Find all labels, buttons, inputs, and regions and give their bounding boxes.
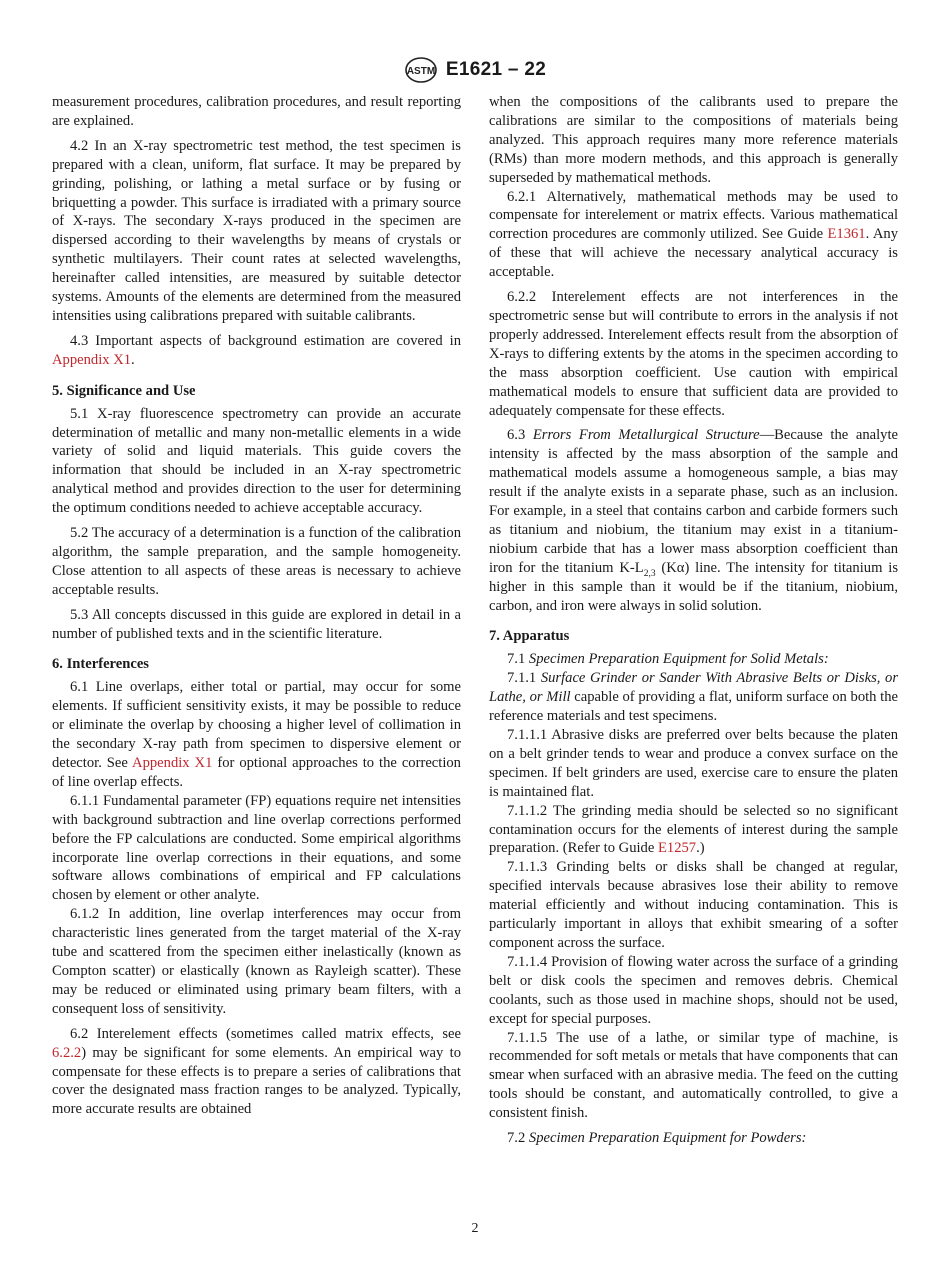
text-run: when the compositions of the calibrants used to prepare the calibrations are similar to the compositions of materials being analyzed. This approach requires many more reference materials (RMs) than more modern methods, and this approach is generally superseded by mathematical methods.: [489, 94, 898, 186]
text-run: measurement procedures, calibration procedures, and result reporting are explained.: [52, 94, 461, 129]
text-run: —Because the analyte intensity is affected by the mass absorption of the sample and mathematical models assume a homogeneous sample, a bias may result if the analyte exists in a separate phase, such as an inclusion. For example, in a steel that contains carbon and carbide formers such as titanium and niobium, the titanium may exist in a titanium-niobium carbide that has a lower mass absorption coefficient than iron for the titanium K-L: [489, 427, 899, 576]
text-run: Errors From Metallurgical Structure: [532, 427, 760, 444]
paragraph: [489, 1029, 898, 1124]
standard-designation: E1621 – 22: [445, 59, 547, 80]
reference-link[interactable]: E1361: [827, 226, 866, 243]
paragraph: [52, 1025, 461, 1120]
text-run: . Any of these that will achieve the necessary analytical accuracy is acceptable.: [489, 226, 899, 281]
text-run: 5. Significance and Use: [52, 382, 196, 399]
text-run: 7.1.1.1 Abrasive disks are preferred over belts because the platen on a belt grinder tends to wear and produce a convex surface on the specimen. If belt grinders are used, exercise care to ensure the platen is maintained flat.: [489, 727, 898, 800]
text-run: 7.1.1.2 The grinding media should be selected so no significant contamination occurs for the elements of interest during the sample preparation. (Refer to Guide: [489, 802, 898, 857]
text-run: 6.1.2 In addition, line overlap interferences may occur from characteristic lines generated from the target material of the X-ray tube and scattered from the specimen either inelastically (known as Compton scatter) or elastically (known as Rayleigh scatter). These may be reduced or eliminated using primary beam filters, with a consequent loss of sensitivity.: [52, 906, 461, 1017]
text-run: 7.1.1.3 Grinding belts or disks shall be changed at regular, specified intervals because abrasives lose their ability to remove material efficiently and without inducing contamination. This is particularly important in alloys that exhibit smearing of a softer component across the surface.: [489, 859, 898, 951]
text-run: 6.2 Interelement effects (sometimes called matrix effects, see: [70, 1025, 461, 1042]
svg-text:ASTM: ASTM: [406, 66, 436, 77]
text-run: ) may be significant for some elements. An empirical way to compensate for these effects is to prepare a series of calibrations that cover the designated mass fraction ranges to be analyzed. Typically, more accurate results are obtained: [52, 1044, 461, 1118]
text-run: 6. Interferences: [52, 656, 149, 673]
text-run: 4.2 In an X-ray spectrometric test method, the test specimen is prepared with a clean, uniform, flat surface. It may be prepared by grinding, polishing, or lathing a metal surface or by fusing or briquetting a powder. This surface is irradiated with a primary source of X-rays. The secondary X-rays produced in the specimen are dispersed according to their wavelengths by means of crystals or synthetic multilayers. Their count rates at selected wavelengths, hereinafter called intensities, are measured by suitable detector systems. Amounts of the elements are determined from the measured intensities using calibrations prepared with suitable calibrants.: [52, 137, 461, 324]
text-run: .): [696, 840, 705, 857]
text-run: 7.1.1: [507, 670, 541, 687]
reference-link[interactable]: Appendix X1: [52, 351, 132, 368]
paragraph: [489, 426, 898, 615]
text-run: 6.2.1 Alternatively, mathematical methods may be used to compensate for interelement or matrix effects. Various mathematical correction procedures are commonly utilized. See Guide: [489, 188, 898, 243]
subscript: 2,3: [643, 568, 656, 579]
paragraph: [489, 650, 898, 669]
paragraph: [52, 606, 461, 644]
text-run: .: [131, 351, 135, 368]
left-column: [52, 93, 461, 1119]
paragraph: [489, 953, 898, 1029]
text-run: 7. Apparatus: [489, 628, 570, 645]
paragraph: [52, 137, 461, 326]
astm-logo-icon: [404, 56, 438, 84]
text-run: 5.1 X-ray fluorescence spectrometry can provide an accurate determination of metallic and many non-metallic elements in a wide variety of solid and liquid materials. This guide covers the information that should be included in an X-ray spectrometric analytical method and provides direction to the user for determining the optimum conditions needed to achieve acceptable accuracy.: [52, 405, 461, 517]
paragraph: [52, 678, 461, 791]
text-run: 7.1: [507, 651, 529, 668]
text-run: 7.2: [507, 1130, 529, 1147]
reference-link[interactable]: 6.2.2: [52, 1044, 82, 1061]
text-run: 6.1 Line overlaps, either total or partial, may occur for some elements. If sufficient sensitivity exists, it may be possible to reduce or eliminate the overlap by choosing a higher level of collimation in the secondary X-ray path from specimen to dispersive element or detector. See: [52, 679, 461, 771]
text-run: 5.3 All concepts discussed in this guide are explored in detail in a number of published texts and in the scientific literature.: [52, 606, 461, 642]
paragraph: [489, 669, 898, 726]
section-heading: [52, 655, 461, 674]
paragraph: [52, 332, 461, 370]
text-run: Specimen Preparation Equipment for Powders:: [528, 1130, 807, 1147]
text-run: 5.2 The accuracy of a determination is a function of the calibration algorithm, the sample preparation, and the sample homogeneity. Close attention to all aspects of these areas is necessary to achieve acceptable results.: [52, 525, 461, 598]
paragraph: [52, 905, 461, 1018]
text-run: 6.1.1 Fundamental parameter (FP) equations require net intensities with background subtraction and line overlap corrections performed before the FP calculations are conducted. Some empirical algorithms incorporate line overlap corrections in their equations, and some software allows combinations of empirical and FP calculations chosen by element or other analyte.: [52, 792, 461, 904]
paragraph: [489, 93, 898, 188]
reference-link[interactable]: E1257: [657, 840, 697, 857]
text-run: (Kα) line. The intensity for titanium is higher in this sample than it would be if the titanium, niobium, carbon, and iron were always in solid solution.: [489, 559, 898, 614]
paragraph: [489, 288, 898, 420]
text-run: 6.2.2 Interelement effects are not interferences in the spectrometric sense but will contribute to errors in the analysis if not properly addressed. Interelement effects result from the absorption of X-rays to differing extents by the atoms in the specimen according to the mass absorption coefficient. Use caution with empirical mathematical models to ensure that sufficient data are provided to adequately compensate for these effects.: [489, 289, 898, 419]
page-number: 2: [471, 1221, 479, 1236]
paragraph: [489, 802, 898, 859]
paragraph: [52, 524, 461, 600]
right-column: [489, 93, 898, 1148]
paragraph: [489, 188, 898, 283]
paragraph: [52, 405, 461, 518]
section-heading: [489, 627, 898, 646]
page-header: [0, 56, 950, 84]
paragraph: [489, 1129, 898, 1148]
text-run: 7.1.1.4 Provision of flowing water across the surface of a grinding belt or disk cools the specimen and removes debris. Chemical coolants, such as those used in machine shops, should not be used, except for special purposes.: [489, 953, 898, 1027]
section-heading: [52, 382, 461, 401]
text-run: 6.3: [507, 427, 533, 444]
text-run: 7.1.1.5 The use of a lathe, or similar type of machine, is recommended for soft metals or metals that have components that can smear when surfaced with an abrasive media. The feed on the cutting tools should be constant, and automatically controlled, to give a consistent finish.: [489, 1029, 898, 1122]
paragraph: [52, 93, 461, 131]
text-run: capable of providing a flat, uniform surface on both the reference materials and test specimens.: [489, 689, 898, 725]
text-run: 4.3 Important aspects of background estimation are covered in: [70, 332, 461, 349]
paragraph: [489, 726, 898, 802]
paragraph: [52, 792, 461, 905]
text-run: for optional approaches to the correction of line overlap effects.: [52, 755, 461, 790]
text-run: Specimen Preparation Equipment for Solid Metals:: [528, 651, 829, 668]
paragraph: [489, 858, 898, 953]
reference-link[interactable]: Appendix X1: [132, 755, 213, 771]
text-run: Surface Grinder or Sander With Abrasive Belts or Disks, or Lathe, or Mill: [489, 670, 898, 706]
